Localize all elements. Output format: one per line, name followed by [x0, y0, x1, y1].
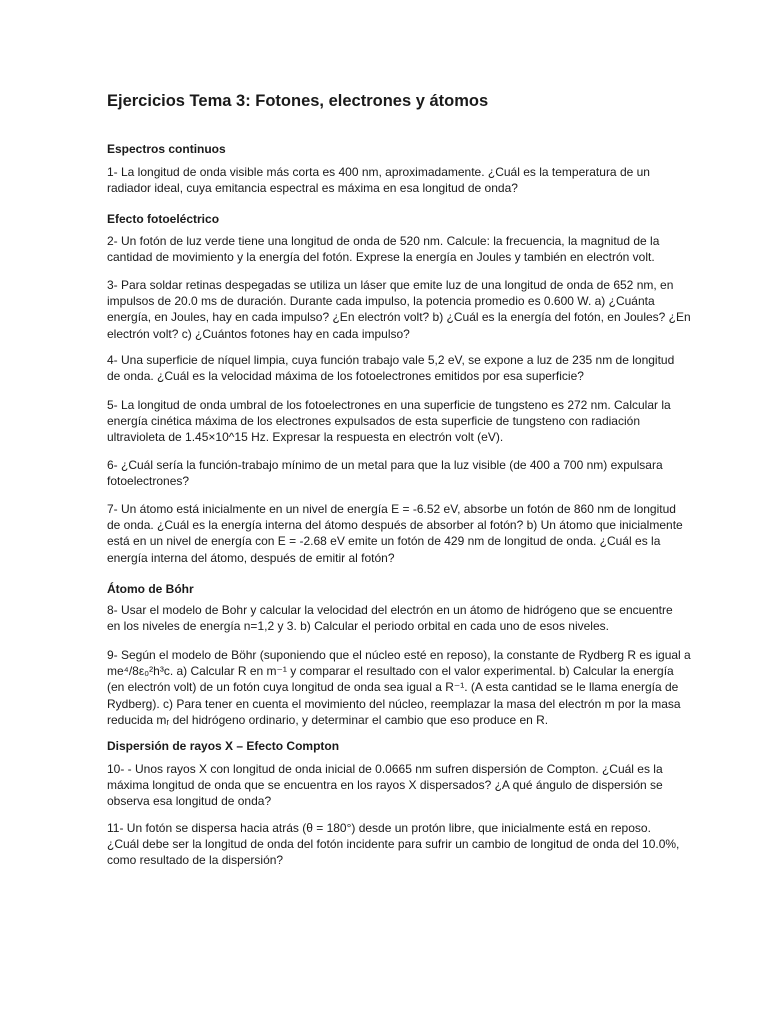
exercise-line: Rydberg). c) Para tener en cuenta el movimiento del núcleo, reemplazar la masa del electrón m por la masa [107, 696, 681, 711]
exercise-line: electrón volt? c) ¿Cuántos fotones hay en cada impulso? [107, 326, 410, 341]
exercise-line: ¿Cuál debe ser la longitud de onda del fotón incidente para sufrir un cambio de longitud de onda del 10.0%, [107, 837, 680, 852]
exercise-line: cantidad de movimiento y la energía del fotón. Exprese la energía en Joules y también en electrón volt. [107, 250, 655, 265]
exercise-line: 1- La longitud de onda visible más corta es 400 nm, aproximadamente. ¿Cuál es la temperatura de un [107, 165, 650, 179]
exercise-line: 2- Un fotón de luz verde tiene una longitud de onda de 520 nm. Calcule: la frecuencia, la magnitud de la [107, 234, 660, 248]
exercise-line: 6- ¿Cuál sería la función-trabajo mínimo de un metal para que la luz visible (de 400 a 700 nm) expulsara [107, 458, 663, 472]
exercise-line: energía cinética máxima de los electrones expulsados de esta superficie de tungsteno con radiación [107, 414, 640, 429]
exercise-line: de onda. ¿Cuál es la velocidad máxima de los fotoelectrones emitidos por esa superficie? [107, 369, 584, 384]
exercise-6 [107, 457, 667, 489]
exercise-line: 4- Una superficie de níquel limpia, cuya función trabajo vale 5,2 eV, se expone a luz de 235 nm de longitud [107, 353, 675, 367]
exercise-line: 5- La longitud de onda umbral de los fotoelectrones en una superficie de tungsteno es 272 nm. Calcular la [107, 398, 671, 412]
exercise-5 [107, 397, 671, 446]
exercise-3 [107, 277, 691, 342]
exercise-line: radiador ideal, cuya emitancia espectral es máxima en esa longitud de onda? [107, 181, 518, 196]
exercise-line: está en un nivel de energía con E = -2.68 eV emite un fotón de 429 nm de longitud de onda. ¿Cuál es la [107, 534, 661, 549]
exercise-line: 8- Usar el modelo de Bohr y calcular la velocidad del electrón en un átomo de hidrógeno que se encuentre [107, 603, 673, 617]
exercise-7 [107, 501, 683, 566]
exercise-line: energía interna del átomo, después de emitir al fotón? [107, 550, 395, 565]
page-title: Ejercicios Tema 3: Fotones, electrones y átomos [107, 92, 489, 110]
exercise-line: energía, en Joules, hay en cada impulso? ¿En electrón volt? b) ¿Cuál es la energía del fotón, en Joules? ¿En [107, 310, 691, 325]
exercise-2 [107, 233, 667, 265]
section-heading-espectros: Espectros continuos [107, 142, 226, 156]
exercise-line: (en electrón volt) de un fotón cuya longitud de onda sea igual a R⁻¹. (A esta cantidad se le llama energía de [107, 680, 679, 695]
exercise-line: en los niveles de energía n=1,2 y 3. b) Calcular el periodo orbital en cada uno de esos niveles. [107, 619, 609, 634]
exercise-11 [107, 820, 680, 869]
exercise-line: 7- Un átomo está inicialmente en un nivel de energía E = -6.52 eV, absorbe un fotón de 860 nm de longitud [107, 502, 676, 516]
exercise-line: como resultado de la dispersión? [107, 853, 284, 868]
exercise-10 [107, 761, 667, 810]
section-heading-compton: Dispersión de rayos X – Efecto Compton [107, 739, 340, 753]
exercise-4 [107, 352, 675, 384]
exercise-8 [107, 602, 673, 634]
exercise-line: máxima longitud de onda que se encuentra en los rayos X dispersados? ¿A qué ángulo de dispersión se [107, 778, 663, 793]
exercise-line: me⁴/8ε₀²h³c. a) Calcular R en m⁻¹ y comparar el resultado con el valor experimental. b) Calcular la energía [107, 664, 674, 679]
exercise-9 [107, 647, 691, 728]
exercise-line: observa esa longitud de onda? [107, 794, 272, 809]
exercise-line: 11- Un fotón se dispersa hacia atrás (θ = 180°) desde un protón libre, que inicialmente está en reposo. [107, 821, 651, 835]
exercise-line: de onda. ¿Cuál es la energía interna del átomo después de absorber al fotón? b) Un átomo que inicialmente [107, 518, 683, 533]
exercise-line: ultravioleta de 1.45×10^15 Hz. Expresar la respuesta en electrón volt (eV). [107, 430, 504, 445]
exercise-line: 9- Según el modelo de Böhr (suponiendo que el núcleo esté en reposo), la constante de Rydberg R es igual a [107, 648, 691, 662]
exercise-line: impulsos de 20.0 ms de duración. Durante cada impulso, la potencia promedio es 0.600 W. a) ¿Cuánta [107, 294, 655, 309]
section-heading-fotoelectrico: Efecto fotoeléctrico [107, 212, 220, 226]
exercise-line: 3- Para soldar retinas despegadas se utiliza un láser que emite luz de una longitud de onda de 652 nm, en [107, 278, 674, 292]
section-heading-bohr: Átomo de Bóhr [107, 582, 194, 596]
exercise-1 [107, 164, 667, 196]
exercise-line: fotoelectrones? [107, 474, 190, 489]
exercise-line: reducida mᵣ del hidrógeno ordinario, y determinar el cambio que eso produce en R. [107, 712, 549, 727]
exercise-line: 10- - Unos rayos X con longitud de onda inicial de 0.0665 nm sufren dispersión de Compton. ¿Cuál es la [107, 762, 663, 776]
